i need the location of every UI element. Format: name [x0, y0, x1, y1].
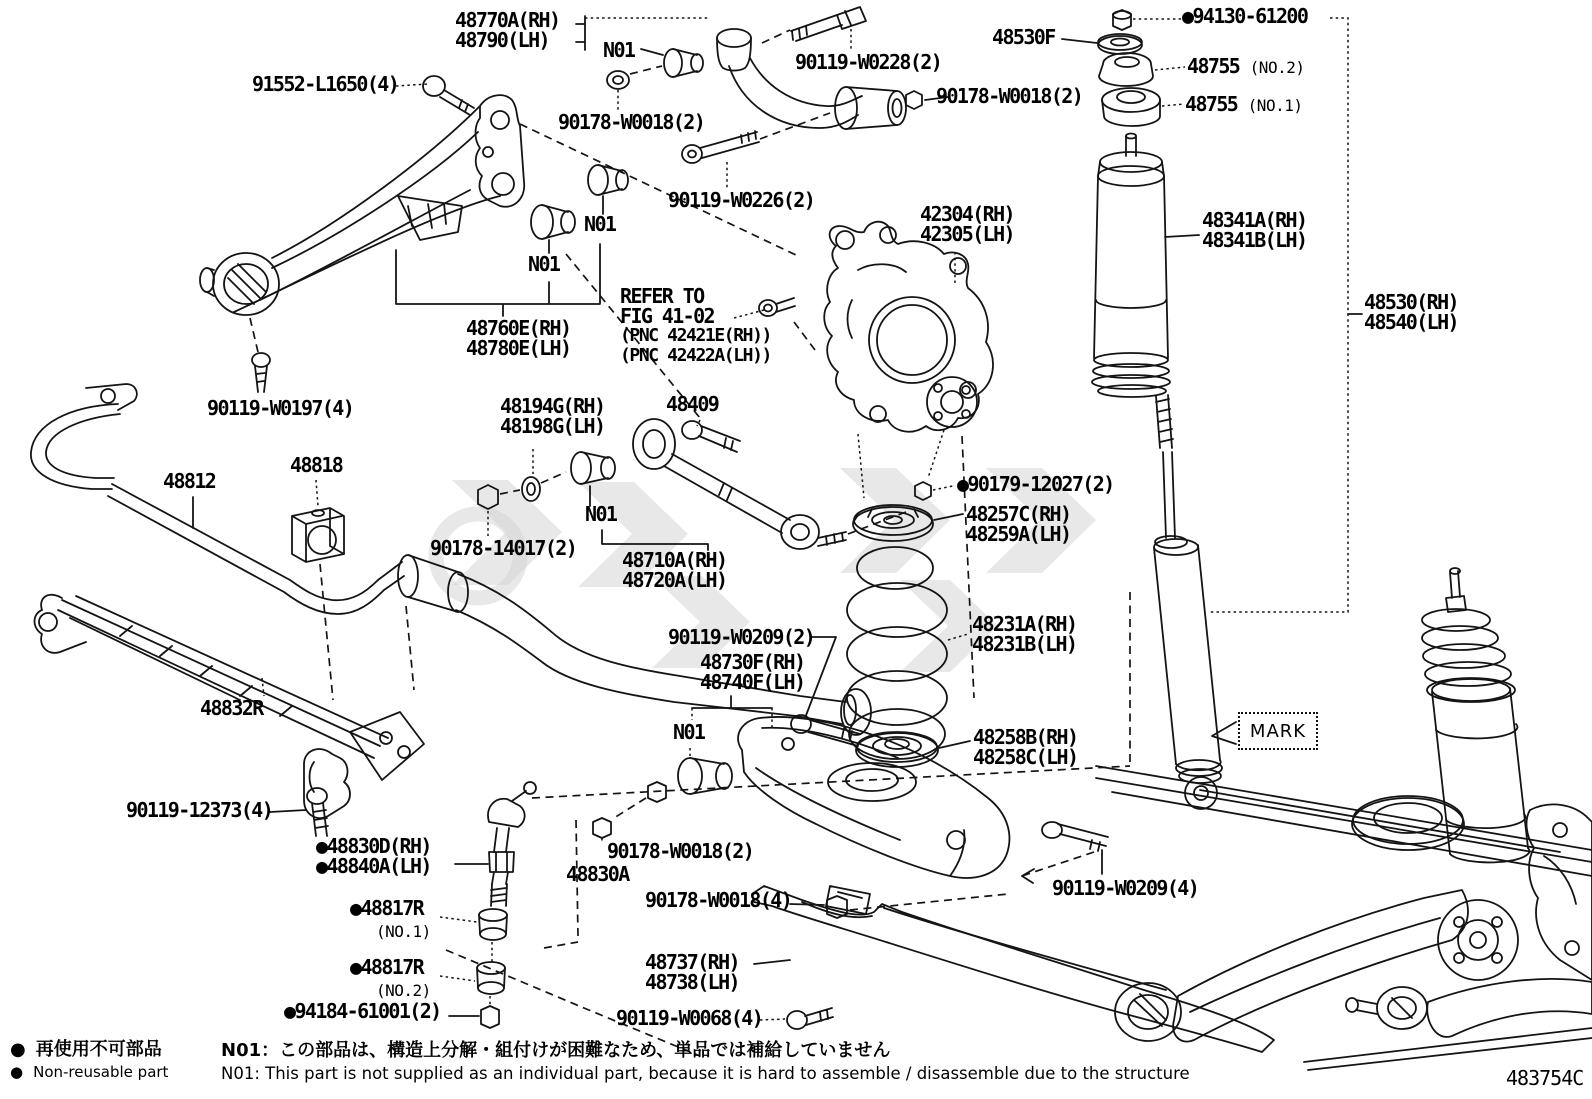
label-link-48830a: 48830A	[566, 862, 629, 886]
non-reusable-dot-icon: ●	[10, 1063, 24, 1081]
note-n01-en: N01: This part is not supplied as an individual part, because it is hard to assemble / disassemble due to the structure	[221, 1064, 1190, 1083]
label-n01-lower: N01	[673, 720, 705, 744]
part-number: 48760E(RH)	[466, 316, 571, 340]
label-support-no2	[1187, 56, 1304, 78]
label-washer-48194g	[500, 396, 604, 436]
label-nut-14017: 90178-14017(2)	[430, 536, 577, 560]
legend-non-reusable-en	[10, 1063, 168, 1081]
label-nut-94184: ●94184-61001(2)	[284, 999, 441, 1023]
note-line: REFER TO	[620, 284, 704, 308]
label-toe-rod	[622, 550, 726, 590]
mark-callout-box: MARK	[1238, 712, 1318, 750]
label-knuckle	[920, 204, 1014, 244]
label-arm-lower	[700, 652, 804, 692]
label-bush-48818: 48818	[290, 453, 343, 477]
label-stabilizer-link	[316, 836, 431, 876]
label-seat-upper	[966, 504, 1070, 544]
label-stabilizer-bar: 48812	[163, 469, 216, 493]
part-number: 48770A(RH)	[455, 8, 560, 32]
part-number: 48530(RH)	[1364, 290, 1458, 314]
legend-text: Non-reusable part	[33, 1063, 169, 1081]
non-reusable-dot-icon: ●	[10, 1039, 26, 1060]
part-number: 48231B(LH)	[972, 632, 1077, 656]
part-number: 48740F(LH)	[700, 670, 805, 694]
part-number: 48540(LH)	[1364, 310, 1458, 334]
part-number: ●48840A(LH)	[316, 854, 431, 878]
label-bolt-w0226: 90119-W0226(2)	[668, 188, 815, 212]
note-line: FIG 41-02	[620, 304, 714, 328]
label-upper-arm	[455, 10, 559, 50]
part-number: 48257C(RH)	[966, 502, 1071, 526]
label-absorber	[1202, 210, 1306, 250]
part-number: 48341B(LH)	[1202, 228, 1307, 252]
label-brace-48832r: 48832R	[200, 696, 263, 720]
label-n01-a: N01	[584, 212, 616, 236]
label-bolt-48409: 48409	[666, 392, 719, 416]
label-bolt-w0197: 90119-W0197(4)	[207, 396, 354, 420]
part-number: 48198G(LH)	[500, 414, 605, 438]
label-support-no1	[1185, 94, 1302, 116]
label-bolt-w0068: 90119-W0068(4)	[616, 1006, 763, 1030]
part-number: 48194G(RH)	[500, 394, 605, 418]
note-n01-jp: N01：この部品は、構造上分解・組付けが困難なため、単品では補給していません	[221, 1040, 891, 1061]
part-number: 48258C(LH)	[973, 745, 1078, 769]
label-cover	[645, 952, 739, 992]
label-nut-90179: ●90179-12027(2)	[957, 472, 1114, 496]
label-arm-rear	[466, 318, 570, 358]
label-bush-48817-no1-suffix: (NO.1)	[376, 922, 431, 941]
label-n01-b: N01	[528, 252, 560, 276]
under-cover-drawing	[752, 886, 1274, 1052]
part-number: 48737(RH)	[645, 950, 739, 974]
drawing-number: 483754C	[1506, 1066, 1584, 1090]
part-number: 48790(LH)	[455, 28, 549, 52]
shock-absorber-drawing	[1062, 10, 1362, 809]
label-bolt-12373: 90119-12373(4)	[126, 798, 273, 822]
part-number: 48258B(RH)	[973, 725, 1078, 749]
rear-axle-assembly-drawing	[1022, 568, 1592, 1070]
label-refer-fig	[620, 286, 771, 366]
part-number: 42304(RH)	[920, 202, 1014, 226]
upper-control-arm-drawing	[576, 7, 948, 188]
label-shock-assy	[1364, 292, 1458, 332]
part-number-suffix: (NO.1)	[1247, 96, 1303, 115]
part-number: ●48830D(RH)	[316, 834, 431, 858]
part-number: 48259A(LH)	[966, 522, 1071, 546]
part-number: 48755	[1187, 54, 1240, 78]
label-nut-94130: ●94130-61200	[1182, 4, 1308, 28]
part-number-suffix: (NO.2)	[1249, 58, 1305, 77]
legend-text: 再使用不可部品	[35, 1039, 162, 1060]
label-bush-48817-no1: ●48817R	[350, 896, 424, 920]
label-n01-toe: N01	[585, 502, 617, 526]
part-number: 48755	[1185, 92, 1238, 116]
label-w0018-top: 90178-W0018(2)	[558, 110, 705, 134]
label-w0018-right: 90178-W0018(2)	[936, 84, 1083, 108]
part-number: 48231A(RH)	[972, 612, 1077, 636]
label-w0018-4: 90178-W0018(4)	[645, 888, 792, 912]
part-number: 48341A(RH)	[1202, 208, 1307, 232]
label-bush-48817-no2-suffix: (NO.2)	[376, 981, 431, 1000]
part-number: 48780E(LH)	[466, 336, 571, 360]
label-coil-spring	[972, 614, 1076, 654]
label-washer-48530f: 48530F	[992, 25, 1055, 49]
part-number: 42305(LH)	[920, 222, 1014, 246]
label-n01-top: N01	[603, 38, 635, 62]
part-number: 48730F(RH)	[700, 650, 805, 674]
note-line: (PNC 42422A(LH))	[620, 345, 771, 366]
note-line: (PNC 42421E(RH))	[620, 325, 771, 346]
legend-non-reusable-jp	[10, 1035, 162, 1061]
part-number: 48710A(RH)	[622, 548, 727, 572]
part-number: 48720A(LH)	[622, 568, 727, 592]
label-bolt-91552: 91552-L1650(4)	[252, 72, 399, 96]
label-bolt-w0209-4: 90119-W0209(4)	[1052, 876, 1199, 900]
label-bush-48817-no2: ●48817R	[350, 955, 424, 979]
label-w0018-2b: 90178-W0018(2)	[607, 839, 754, 863]
label-bolt-w0209-2: 90119-W0209(2)	[668, 625, 815, 649]
label-insulator-lower	[973, 727, 1077, 767]
label-bolt-w0228: 90119-W0228(2)	[795, 50, 942, 74]
part-number: 48738(LH)	[645, 970, 739, 994]
